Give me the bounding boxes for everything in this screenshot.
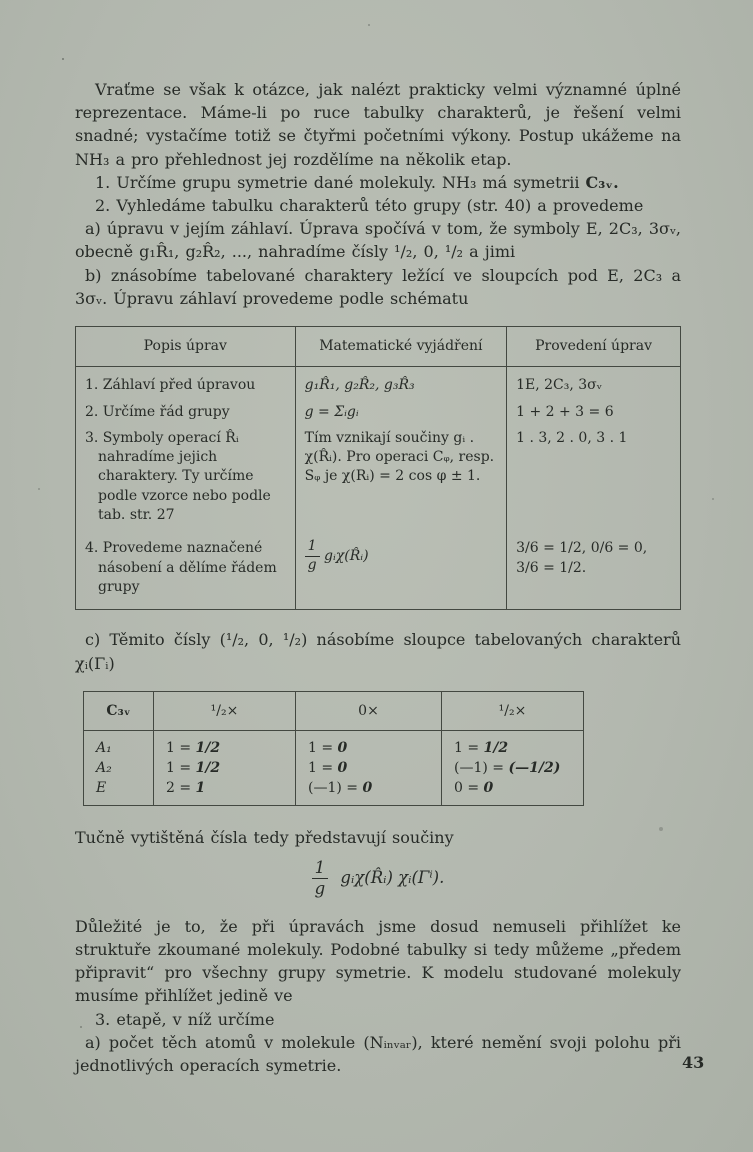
schema-table	[75, 326, 681, 610]
cell-product: 0	[483, 779, 494, 796]
schema-row-2	[76, 400, 681, 426]
schema-cell-popis: 3. Symboly operací R̂ᵢ nahradíme jejich charaktery. Ty určíme podle vzorce nebo podle tab. str. 27	[85, 429, 271, 524]
step-1-text: 1. Určíme grupu symetrie dané molekuly. NH₃ má symetrii	[95, 172, 586, 192]
schema-cell-result: 1E, 2C₃, 3σᵥ	[507, 367, 681, 400]
item-a2: a) počet těch atomů v molekule (Nᵢₙᵥₐᵣ), které nemění svoji polohu při jednotlivých operacích symetrie.	[75, 1032, 681, 1075]
cell-pre: 2 =	[166, 779, 196, 796]
cell-product: 0	[337, 739, 348, 756]
schema-cell-math: g = Σᵢgᵢ	[295, 400, 506, 426]
step-3: 3. etapě, v níž určíme	[95, 1009, 275, 1029]
schema-cell-math	[295, 529, 506, 609]
bold-note: Tučně vytištěná čísla tedy představují součiny	[75, 827, 454, 847]
character-table	[83, 691, 584, 806]
step-2: 2. Vyhledáme tabulku charakterů této grupy (str. 40) a provedeme	[95, 195, 644, 215]
schema-cell-math: g₁R̂₁, g₂R̂₂, g₃R̂₃	[295, 367, 506, 400]
cell-product: 1/2	[483, 739, 509, 756]
item-c: c) Těmito čísly (¹/₂, 0, ¹/₂) násobíme sloupce tabelovaných charakterů χᵢ(Γᵢ)	[75, 630, 681, 673]
cell-pre: 1 =	[166, 739, 196, 756]
paragraph-intro: Vraťme se však k otázce, jak nalézt prakticky velmi významné úplné reprezentace. Máme-li po ruce tabulky charakterů, je řešení velmi snadné; vystačíme totiž se čtyřmi početními výkony. Postup ukážeme na NH₃ a pro přehlednost jej rozdělíme na několik etap.	[75, 80, 681, 169]
character-cell	[442, 758, 584, 778]
page-number: 43	[682, 1053, 705, 1072]
character-cell	[442, 778, 584, 806]
fraction	[312, 859, 329, 899]
fraction-expression: gᵢχ(R̂ᵢ)	[324, 548, 369, 565]
step-1	[75, 171, 681, 194]
cell-pre: 0 =	[454, 779, 484, 796]
character-cell	[296, 778, 442, 806]
character-cell	[296, 758, 442, 778]
fraction-numerator: 1	[305, 539, 320, 557]
cell-pre: 1 =	[308, 759, 338, 776]
fraction-numerator: 1	[312, 859, 329, 879]
schema-row-3	[76, 426, 681, 530]
schema-header-row	[76, 326, 681, 366]
schema-cell-result: 1 . 3, 2 . 0, 3 . 1	[507, 426, 681, 530]
cell-product: 1/2	[195, 739, 221, 756]
character-cell	[442, 730, 584, 758]
scan-noise	[62, 58, 64, 60]
character-header-group: C₃ᵥ	[84, 691, 154, 730]
schema-cell-math: Tím vznikají součiny gᵢ . χ(R̂ᵢ). Pro operaci Cᵩ, resp. Sᵩ je χ(Rᵢ) = 2 cos φ ± 1.	[295, 426, 506, 530]
character-row-e	[84, 778, 584, 806]
cell-product: 1/2	[195, 759, 221, 776]
irrep-label: A₁	[96, 739, 112, 756]
character-header-col3: ¹/₂×	[442, 691, 584, 730]
formula-expression: gᵢχ(R̂ᵢ) χᵢ(Γⁱ).	[340, 868, 445, 888]
cell-pre: (—1) =	[454, 759, 509, 776]
cell-pre: 1 =	[308, 739, 338, 756]
product-formula	[75, 859, 681, 899]
schema-row-1	[76, 367, 681, 400]
cell-product: 1	[195, 779, 206, 796]
character-header-col1: ¹/₂×	[154, 691, 296, 730]
step-1-symmetry-symbol: C₃ᵥ.	[585, 172, 619, 192]
fraction-denominator: g	[314, 879, 326, 899]
character-row-a2	[84, 758, 584, 778]
schema-header-popis: Popis úprav	[76, 326, 296, 366]
schema-cell-result: 1 + 2 + 3 = 6	[507, 400, 681, 426]
document-page	[75, 78, 681, 1077]
fraction-denominator: g	[307, 557, 317, 574]
schema-cell-result: 3/6 = 1/2, 0/6 = 0, 3/6 = 1/2.	[507, 529, 681, 609]
cell-product: 0	[362, 779, 373, 796]
character-cell	[154, 778, 296, 806]
cell-pre: 1 =	[166, 759, 196, 776]
irrep-label: E	[96, 779, 107, 796]
schema-header-matematicke: Matematické vyjádření	[295, 326, 506, 366]
schema-row-4	[76, 529, 681, 609]
cell-pre: (—1) =	[308, 779, 363, 796]
item-b: b) znásobíme tabelované charaktery ležící ve sloupcích pod E, 2C₃ a 3σᵥ. Úpravu záhlaví provedeme podle schématu	[75, 265, 681, 308]
fraction	[305, 539, 320, 573]
cell-product: (—1/2)	[508, 759, 561, 776]
schema-cell-popis: 1. Záhlaví před úpravou	[85, 377, 256, 394]
cell-product: 0	[337, 759, 348, 776]
character-header-row	[84, 691, 584, 730]
paragraph-closing: Důležité je to, že při úpravách jsme dosud nemuseli přihlížet ke struktuře zkoumané molekuly. Podobné tabulky si tedy můžeme „předem připravit“ pro všechny grupy symetrie. K modelu studované molekuly musíme přihlížet jedině ve	[75, 916, 681, 1006]
character-cell	[154, 758, 296, 778]
character-header-col2: 0×	[296, 691, 442, 730]
item-a: a) úpravu v jejím záhlaví. Úprava spočívá v tom, že symboly E, 2C₃, 3σᵥ, obecně g₁R̂₁, g₂R̂₂, ..., nahradíme čísly ¹/₂, 0, ¹/₂ a jimi	[75, 219, 681, 262]
schema-cell-popis: 4. Provedeme naznačené násobení a dělíme řádem grupy	[85, 540, 277, 595]
schema-cell-popis: 2. Určíme řád grupy	[85, 403, 230, 420]
irrep-label: A₂	[96, 759, 112, 776]
character-cell	[296, 730, 442, 758]
cell-pre: 1 =	[454, 739, 484, 756]
character-cell	[154, 730, 296, 758]
character-row-a1	[84, 730, 584, 758]
schema-header-provedeni: Provedení úprav	[507, 326, 681, 366]
